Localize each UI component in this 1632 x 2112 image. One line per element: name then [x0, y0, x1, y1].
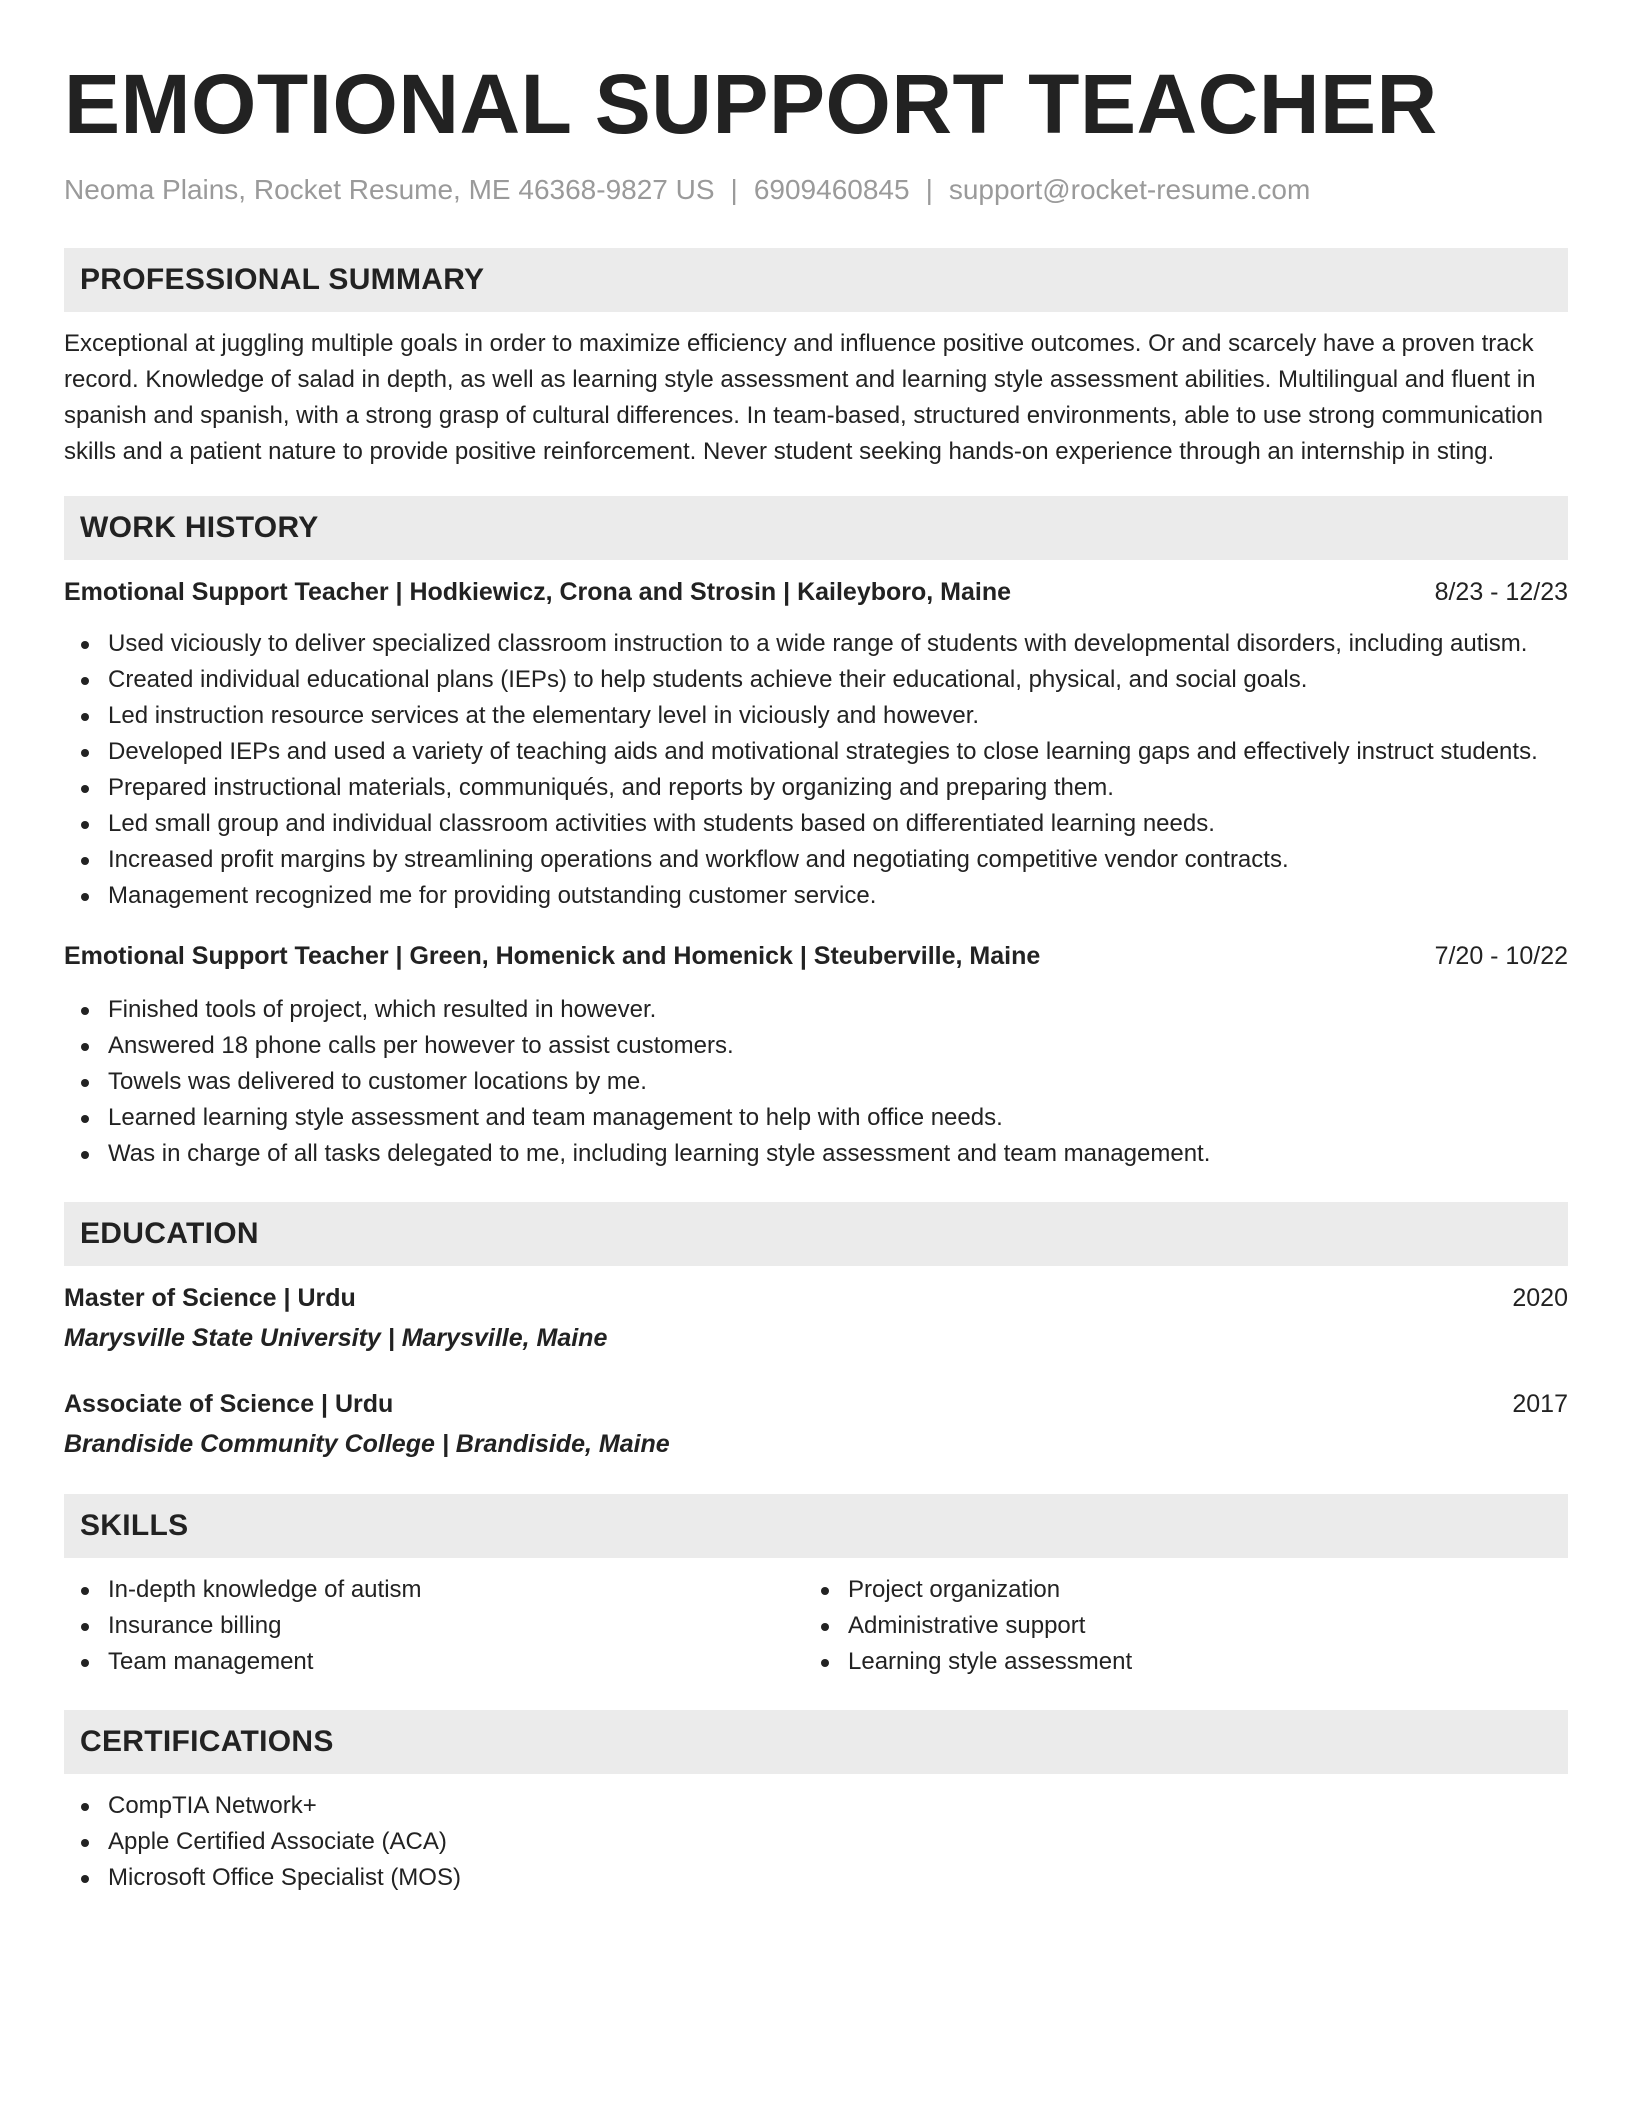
skill-item: Learning style assessment	[804, 1644, 1544, 1680]
job-bullet: Increased profit margins by streamlining operations and workflow and negotiating competitive vendor contracts.	[64, 842, 1568, 878]
education-entry	[64, 1386, 1568, 1462]
job-bullet: Answered 18 phone calls per however to assist customers.	[64, 1028, 1568, 1064]
job-bullet: Finished tools of project, which resulted in however.	[64, 992, 1568, 1028]
education-year: 2017	[1512, 1390, 1568, 1418]
job-heading: Emotional Support Teacher | Green, Homenick and Homenick | Steuberville, Maine	[64, 942, 1041, 970]
section-header-certifications: CERTIFICATIONS	[64, 1710, 1568, 1774]
job-bullet: Prepared instructional materials, communiqués, and reports by organizing and preparing them.	[64, 770, 1568, 806]
section-header-education: EDUCATION	[64, 1202, 1568, 1266]
job-heading: Emotional Support Teacher | Hodkiewicz, Crona and Strosin | Kaileyboro, Maine	[64, 578, 1012, 606]
education-degree: Associate of Science | Urdu	[64, 1390, 394, 1418]
job-bullet: Developed IEPs and used a variety of teaching aids and motivational strategies to close learning gaps and effectively instruct students.	[64, 734, 1568, 770]
education-entry	[64, 1280, 1568, 1356]
section-header-work-history: WORK HISTORY	[64, 496, 1568, 560]
certifications-list	[64, 1788, 1568, 1896]
section-header-skills: SKILLS	[64, 1494, 1568, 1558]
skill-item: In-depth knowledge of autism	[64, 1572, 804, 1608]
skills-column-left	[64, 1572, 804, 1680]
certification-item: Apple Certified Associate (ACA)	[64, 1824, 1568, 1860]
job-dates: 7/20 - 10/22	[1434, 942, 1568, 970]
job-bullet: Led instruction resource services at the elementary level in viciously and however.	[64, 698, 1568, 734]
job-header	[64, 574, 1568, 610]
contact-line	[64, 172, 1568, 208]
skill-item: Team management	[64, 1644, 804, 1680]
job-entry	[64, 938, 1568, 1172]
education-school: Marysville State University | Marysville, Maine	[64, 1324, 608, 1352]
job-bullet: Was in charge of all tasks delegated to me, including learning style assessment and team management.	[64, 1136, 1568, 1172]
certification-item: CompTIA Network+	[64, 1788, 1568, 1824]
contact-separator: |	[730, 174, 738, 205]
job-bullets	[64, 992, 1568, 1172]
contact-phone: 6909460845	[753, 174, 910, 205]
resume-name: EMOTIONAL SUPPORT TEACHER	[64, 57, 1438, 151]
education-degree: Master of Science | Urdu	[64, 1284, 356, 1312]
job-bullet: Used viciously to deliver specialized classroom instruction to a wide range of students with developmental disorders, including autism.	[64, 626, 1568, 662]
contact-separator: |	[925, 174, 933, 205]
skill-item: Insurance billing	[64, 1608, 804, 1644]
job-bullets	[64, 626, 1568, 914]
job-bullet: Created individual educational plans (IEPs) to help students achieve their educational, physical, and social goals.	[64, 662, 1568, 698]
job-bullet: Management recognized me for providing outstanding customer service.	[64, 878, 1568, 914]
contact-address: Neoma Plains, Rocket Resume, ME 46368-9827 US	[64, 174, 715, 205]
education-header	[64, 1386, 1568, 1422]
education-year: 2020	[1512, 1284, 1568, 1312]
contact-email: support@rocket-resume.com	[948, 174, 1311, 205]
job-entry	[64, 574, 1568, 914]
job-bullet: Led small group and individual classroom activities with students based on differentiated learning needs.	[64, 806, 1568, 842]
job-header	[64, 938, 1568, 974]
section-header-summary: PROFESSIONAL SUMMARY	[64, 248, 1568, 312]
education-header	[64, 1280, 1568, 1316]
skill-item: Project organization	[804, 1572, 1544, 1608]
summary-text: Exceptional at juggling multiple goals in order to maximize efficiency and influence positive outcomes. Or and scarcely have a proven track record. Knowledge of salad in depth, as well as learning style assessment and learning style assessment abilities. Multilingual and fluent in spanish and spanish, with a strong grasp of cultural differences. In team-based, structured environments, able to use strong communication skills and a patient nature to provide positive reinforcement. Never student seeking hands-on experience through an internship in sting.	[64, 330, 1544, 465]
skills-grid	[64, 1572, 1568, 1680]
job-dates: 8/23 - 12/23	[1434, 578, 1568, 606]
skills-column-right	[804, 1572, 1544, 1680]
education-school: Brandiside Community College | Brandiside, Maine	[64, 1430, 670, 1458]
job-bullet: Towels was delivered to customer locations by me.	[64, 1064, 1568, 1100]
job-bullet: Learned learning style assessment and team management to help with office needs.	[64, 1100, 1568, 1136]
certification-item: Microsoft Office Specialist (MOS)	[64, 1860, 1568, 1896]
skill-item: Administrative support	[804, 1608, 1544, 1644]
